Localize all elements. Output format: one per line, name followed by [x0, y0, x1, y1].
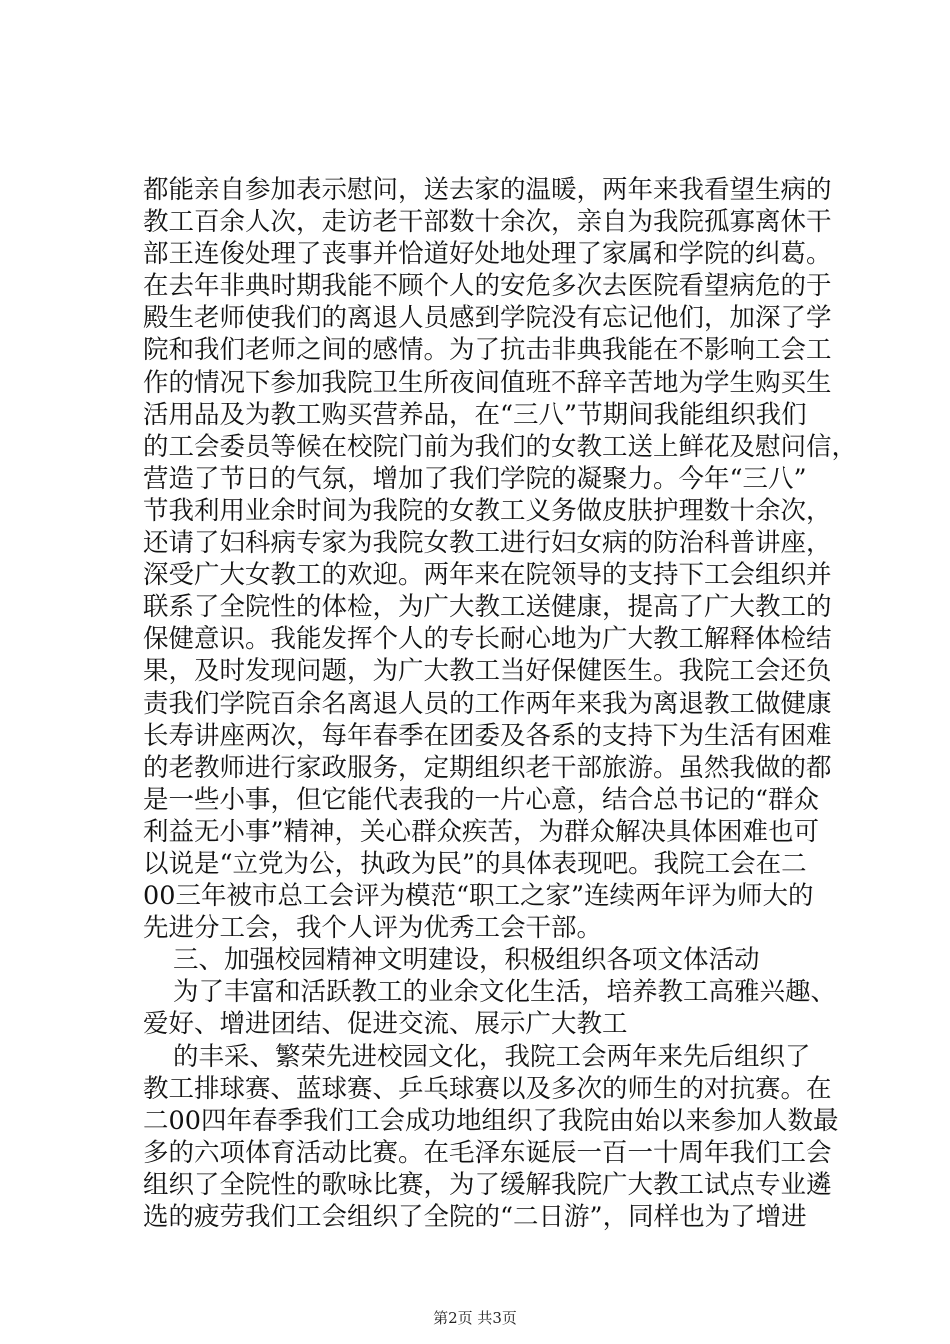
text-line: 长寿讲座两次，每年春季在团委及各系的支持下为生活有困难	[143, 720, 832, 751]
text-line: 00三年被市总工会评为模范“职工之家”连续两年评为师大的	[143, 881, 814, 912]
text-line: 殿生老师使我们的离退人员感到学院没有忘记他们，加深了学	[143, 303, 832, 334]
text-line: 保健意识。我能发挥个人的专长耐心地为广大教工解释体检结	[143, 624, 832, 655]
section-heading: 三、加强校园精神文明建设，积极组织各项文体活动	[173, 945, 760, 976]
text-line: 的老教师进行家政服务，定期组织老干部旅游。虽然我做的都	[143, 752, 832, 783]
text-line: 部王连俊处理了丧事并恰道好处地处理了家属和学院的纠葛。	[143, 239, 832, 270]
text-line: 二00四年春季我们工会成功地组织了我院由始以来参加人数最	[143, 1105, 839, 1136]
text-line: 在去年非典时期我能不顾个人的安危多次去医院看望病危的于	[143, 271, 832, 302]
text-line: 作的情况下参加我院卫生所夜间值班不辞辛苦地为学生购买生	[143, 367, 832, 398]
text-line: 营造了节日的气氛，增加了我们学院的凝聚力。今年“三八”	[143, 463, 807, 494]
text-line: 教工排球赛、蓝球赛、乒乓球赛以及多次的师生的对抗赛。在	[143, 1073, 832, 1104]
text-line: 联系了全院性的体检，为广大教工送健康，提高了广大教工的	[143, 592, 832, 623]
text-line: 的丰采、繁荣先进校园文化，我院工会两年来先后组织了	[173, 1041, 811, 1072]
text-line: 是一些小事，但它能代表我的一片心意，结合总书记的“群众	[143, 784, 820, 815]
text-line: 责我们学院百余名离退人员的工作两年来我为离退教工做健康	[143, 688, 832, 719]
text-line: 为了丰富和活跃教工的业余文化生活，培养教工高雅兴趣、	[173, 977, 837, 1008]
text-line: 选的疲劳我们工会组织了全院的“二日游”，同样也为了增进	[143, 1202, 807, 1232]
text-line: 教工百余人次，走访老干部数十余次，亲自为我院孤寡离休干	[143, 207, 832, 238]
document-body	[143, 174, 858, 1233]
page-number-footer: 第2页 共3页	[433, 1309, 517, 1327]
text-line: 节我利用业余时间为我院的女教工义务做皮肤护理数十余次，	[143, 495, 832, 526]
text-line: 先进分工会，我个人评为优秀工会干部。	[143, 913, 603, 944]
text-line: 的工会委员等候在校院门前为我们的女教工送上鲜花及慰问信，	[143, 431, 858, 462]
text-line: 活用品及为教工购买营养品，在“三八”节期间我能组织我们	[143, 399, 807, 430]
text-line: 爱好、增进团结、促进交流、展示广大教工	[143, 1009, 628, 1040]
text-line: 果，及时发现问题，为广大教工当好保健医生。我院工会还负	[143, 656, 832, 687]
text-line: 深受广大女教工的欢迎。两年来在院领导的支持下工会组织并	[143, 560, 832, 591]
text-line: 利益无小事”精神，关心群众疾苦，为群众解决具体困难也可	[143, 816, 820, 847]
text-line: 都能亲自参加表示慰问，送去家的温暖，两年来我看望生病的	[143, 175, 832, 205]
text-line: 还请了妇科病专家为我院女教工进行妇女病的防治科普讲座，	[143, 528, 832, 559]
text-line: 以说是“立党为公，执政为民”的具体表现吧。我院工会在二	[143, 848, 807, 879]
text-line: 院和我们老师之间的感情。为了抗击非典我能在不影响工会工	[143, 335, 832, 366]
text-line: 多的六项体育活动比赛。在毛泽东诞辰一百一十周年我们工会	[143, 1137, 832, 1168]
text-line: 组织了全院性的歌咏比赛，为了缓解我院广大教工试点专业遴	[143, 1169, 832, 1200]
